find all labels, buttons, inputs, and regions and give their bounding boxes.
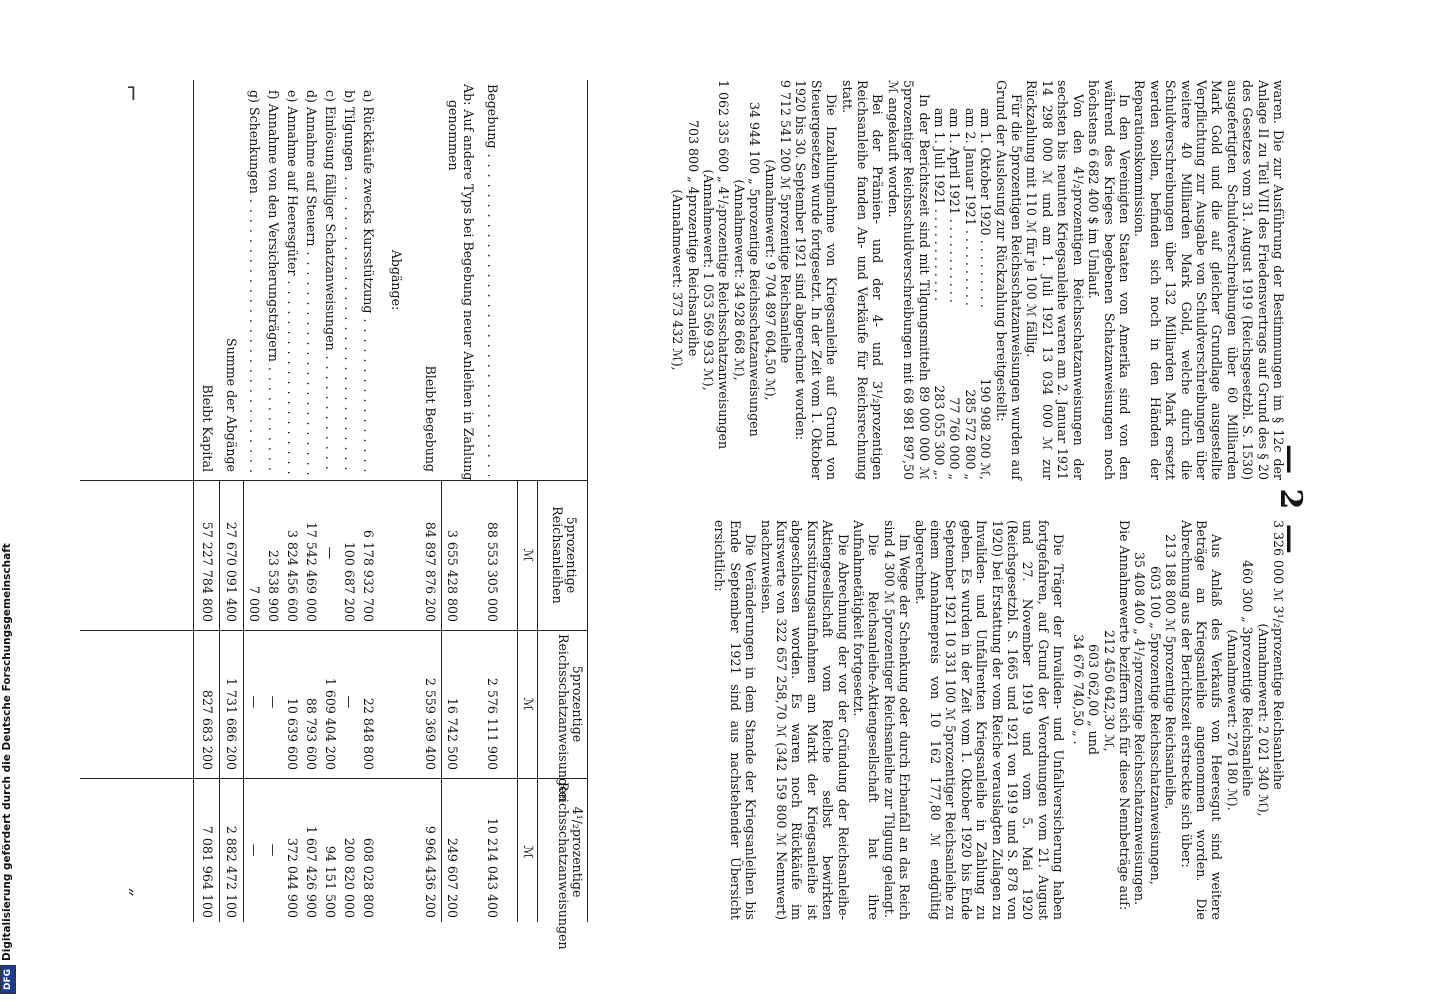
table-cell: 22 848 800 — [361, 697, 376, 770]
amount-line: 35 408 400 „ 4¹/₂prozentige Reichsschatzanweisungen. — [1132, 552, 1148, 906]
table-cell: 827 683 200 — [200, 689, 215, 770]
table-cell: — — [342, 695, 357, 709]
table-row-label: a) Rückkäufe zwecks Kursstützung . . . — [361, 90, 376, 476]
table-cell: 3 824 456 600 — [285, 529, 300, 622]
table-cell: 2 576 111 900 — [485, 677, 500, 770]
amount-note: (Annahmewert: 373 432 ℳ), — [670, 189, 686, 371]
table-row-label: Bleibt Begebung — [423, 365, 438, 472]
list-item-label: am 1. Oktober 1920 . . . . . . . . . — [978, 108, 994, 308]
table-cell: 2 559 369 400 — [423, 677, 438, 770]
list-item — [932, 108, 947, 480]
column-rule — [80, 480, 588, 481]
paragraph: Die Veränderungen in dem Stande der Kriegsanleihen bis Ende September 1921 sind aus nachstehender Übersicht ersichtlich: — [712, 520, 759, 920]
paragraph: Die Abrechnung der vor der Gründung der Reichsanleihe-Aktiengesellschaft vom Reiche selbst bewirkten Kursstützungsaufnahmen am Markt der Kriegsanleihe ist abgeschlossen worden. Es waren noch Rückkäufe im Kurswerte von 322 657 258,70 ℳ (342 159 800 ℳ Nennwert) nachzuweisen. — [758, 520, 851, 920]
table-cell: 9 964 436 200 — [423, 825, 438, 918]
left-text-column — [670, 80, 1286, 480]
table-cell: 608 028 800 — [361, 837, 376, 918]
table-cell: 10 639 600 — [285, 697, 300, 770]
table-row-label: f) Annahme von den Versicherungsträgern . . . — [266, 90, 281, 476]
paragraph: Die Träger der Invaliden- und Unfallversicherung haben fortgefahren, auf Grund der Verordnungen vom 21. August und 27. November 1919 und vom 5. Mai 1920 (Reichsgesetzbl. S. 1665 und 1921 von 1919 und S. 878 von 1920) bei Erstattung der vom Reiche verauslagten Zulagen zu Invaliden- und Unfallrenten Kriegsanleihe in Zahlung zu geben. Es wurden in der Zeit vom 1. Oktober 1920 bis Ende September 1921 10 331 100 ℳ 5prozentiger Reichsanleihe zu einem Annahmepreis von 10 162 177,80 ℳ endgültig abgerechnet. — [912, 520, 1067, 920]
paragraph: Bei der Prämien- und der 4- und 3¹/₂prozentigen Reichsanleihe fanden An- und Verkäufe für Reichsrechnung statt. — [839, 80, 886, 480]
table-cell: 6 178 932 700 — [361, 529, 376, 622]
table-row-label: Bleibt Kapital — [200, 384, 215, 472]
amount-note: (Annahmewert: 34 928 668 ℳ), — [731, 179, 747, 381]
list-item-value: 77 760 000 „ — [947, 397, 963, 480]
table-cell: 7 000 — [247, 585, 262, 622]
table-cell: 84 897 876 200 — [423, 521, 438, 622]
table-row-label: b) Tilgungen . . . — [342, 90, 357, 476]
list-item-label: am 2. Januar 1921 . . . . . . . . . . — [962, 108, 978, 306]
table-cell: 372 044 900 — [285, 837, 300, 918]
unit-label: ℳ — [521, 697, 536, 711]
table-row-label: c) Einlösung fälliger Schatzanweisungen . . . — [323, 90, 338, 476]
column-header: 5prozentige Reichsschatzanweisungen — [556, 634, 585, 802]
table-cell: 88 553 305 000 — [485, 521, 500, 622]
table-cell: 1 607 426 900 — [304, 825, 319, 918]
page-number: — 2 — — [1273, 444, 1308, 556]
paragraph: Die Reichsanleihe-Aktiengesellschaft hat ihre Aufnahmetätigkeit fortgesetzt. — [851, 520, 882, 920]
amount-line: 9 712 541 200 ℳ 5prozentige Reichsanleihe — [778, 80, 793, 364]
table-row-label: Begebung . . . — [485, 84, 500, 476]
table-cell: 23 538 900 — [266, 549, 281, 622]
amount-line: 460 300 „ 3prozentige Reichsanleihe — [1240, 560, 1256, 797]
list-item-label: am 1. April 1921 . . . . . . . . . . . — [947, 108, 963, 303]
column-rule — [80, 630, 588, 631]
header-rule — [537, 480, 538, 922]
table-row-label: d) Annahme auf Steuern . . . — [304, 90, 319, 476]
amount-line: 34 676 740,50 „ . — [1070, 634, 1086, 745]
list-item-value: 190 908 200 ℳ, — [978, 378, 994, 480]
list-item-label: am 1. Juli 1921 . . . . . . . . . . . . — [932, 108, 948, 301]
amount-line: 34 944 100 „ 5prozentige Reichsschatzanweisungen — [747, 102, 763, 437]
table-cell: — — [266, 843, 281, 857]
table-bottom-rule — [193, 80, 194, 922]
amount-note: (Annahmewert: 9 704 897 604,50 ℳ), — [762, 159, 778, 401]
list-item-value: 283 055 300 „. — [932, 385, 948, 480]
paragraph: Von den 4¹/₂prozentigen Reichsschatzanweisungen der sechsten bis neunten Kriegsanleihe waren am 2. Januar 1921 14 298 000 ℳ und am 1. Juli 1921 13 034 000 ℳ zur Rückzahlung mit 110 ℳ für je 100 ℳ fällig. — [1024, 80, 1086, 480]
list-item — [947, 108, 962, 480]
table-row-label: Ab: Auf andere Typs bei Begebung neuer Anleihen in Zahlung genommen — [445, 84, 476, 481]
scan-mark: ˝ — [109, 886, 134, 897]
paragraph: Im Wege der Schenkung oder durch Erbanfall an das Reich sind 4 300 ℳ 5prozentiger Reichsanleihe zur Tilgung gelangt. — [881, 520, 913, 920]
list-item — [978, 108, 993, 480]
table-cell: 88 793 600 — [304, 697, 319, 770]
unit-label: ℳ — [521, 845, 536, 859]
table-cell: 94 151 500 — [323, 845, 338, 918]
table-row-label: e) Annahme auf Heeresgüter . . . — [285, 90, 300, 476]
table-cell: 1 609 404 200 — [323, 677, 338, 770]
table-cell: 17 542 469 000 — [304, 521, 319, 622]
table-cell: 57 227 784 800 — [200, 521, 215, 622]
amount-note: (Annahmewert: 1 053 569 933 ℳ), — [700, 169, 716, 391]
table-top-rule — [587, 80, 588, 922]
table-cell: 7 081 964 100 — [200, 825, 215, 918]
table-cell: — — [247, 843, 262, 857]
scan-mark: ⌐ — [119, 84, 144, 103]
amount-line: 212 450 642,30 ℳ, — [1101, 630, 1117, 752]
amount-line: 703 800 „ 4prozentige Reichsanleihe — [685, 120, 701, 357]
table-cell: — — [266, 695, 281, 709]
table-cell: 16 742 500 — [445, 697, 460, 770]
paragraph: Für die 5prozentigen Reichsschatzanweisungen wurden auf Grund der Auslosung zur Rückzahlung bereitgestellt: — [993, 80, 1025, 480]
list-item — [962, 108, 977, 480]
sum-rule — [219, 480, 220, 922]
paragraph: Die Inzahlungnahme von Kriegsanleihe auf Grund von Steuergesetzen wurde fortgesetzt. In der Zeit vom 1. Oktober 1920 bis 30. September 1921 sind abgerechnet worden: — [793, 80, 840, 480]
unit-rule — [517, 480, 518, 922]
amount-line: 3 326 000 ℳ 3¹/₂prozentige Reichsanleihe — [1271, 520, 1286, 790]
table-cell: 200 820 000 — [342, 837, 357, 918]
sum-rule — [243, 480, 244, 922]
unit-label: ℳ — [521, 548, 536, 562]
table-cell: 27 670 091 400 — [224, 521, 239, 622]
digitization-credit-bar — [0, 0, 16, 1000]
digitization-credit — [0, 543, 16, 1000]
column-header: 5prozentige Reichsanleihen — [550, 506, 579, 604]
paragraph: Die Annahmewerte beziffern sich für diese Nennbeträge auf: — [1116, 520, 1132, 911]
table-cell: 2 882 472 100 — [224, 825, 239, 918]
credit-text: Digitalisierung gefördert durch die Deutsche Forschungsgemeinschaft — [1, 543, 13, 961]
amount-line: 1 062 335 600 „ 4¹/₂prozentige Reichsschatzanweisungen — [716, 80, 732, 450]
dfg-logo: DFG — [0, 965, 16, 994]
redemption-list — [932, 80, 994, 480]
amount-line: 213 188 800 ℳ 5prozentige Reichsanleihe, — [1163, 534, 1179, 810]
sum-rule — [441, 480, 442, 922]
paragraph: waren. Die zur Ausführung der Bestimmungen im § 12c der Anlage II zu Teil VIII des Friedensvertrags auf Grund des § 20 des Gesetzes vom 31. August 1919 (Reichsgesetzbl. S. 1530) ausgefertigten Schuldverschreibungen über 60 Milliarden Mark Gold und die auf gleicher Grundlage ausgestellte Verpflichtung zur Ausgabe von Schuldverschreibungen über weitere 40 Milliarden Mark Gold, welche durch die Schuldverschreibungen über 132 Milliarden Mark ersetzt werden sollen, befinden sich noch in den Händen der Reparationskommission. — [1132, 80, 1286, 480]
table-row-label: g) Schenkungen . . . — [247, 90, 262, 476]
table-cell: 3 655 428 800 — [445, 529, 460, 622]
list-item-value: 285 572 800 „ — [962, 389, 978, 480]
amount-line: 603 062,00 „ und — [1086, 644, 1102, 755]
table-row-label: Summe der Abgänge — [224, 338, 239, 472]
amount-note: (Annahmewert: 276 180 ℳ). — [1224, 629, 1240, 811]
paragraph: Aus Anlaß des Verkaufs von Heeresgut sind weitere Beträge an Kriegsanleihe angenommen worden. Die Abrechnung aus der Berichtszeit erstreckte sich über: — [1178, 520, 1225, 920]
amount-note: (Annahmewert: 2 021 340 ℳ), — [1255, 623, 1271, 817]
column-header: 4¹/₂prozentige Reichsschatzanweisungen — [556, 782, 585, 950]
section-heading: Abgänge: — [389, 249, 404, 311]
table-cell: 1 731 686 200 — [224, 677, 239, 770]
amount-line: 603 100 „ 5prozentige Reichsschatzanweisungen, — [1147, 566, 1163, 885]
paragraph: In den Vereinigten Staaten von Amerika sind von den während des Krieges begebenen Schatzanweisungen noch höchstens 6 682 400 $ im Umlauf. — [1086, 80, 1132, 480]
column-rule — [80, 778, 588, 779]
paragraph: In der Berichtszeit sind mit Tilgungsmitteln 89 000 000 ℳ 5prozentiger Reichsschuldverschreibungen mit 68 981 897,50 ℳ angekauft worden. — [885, 80, 932, 480]
right-text-column — [712, 520, 1286, 920]
table-cell: 10 214 043 400 — [485, 817, 500, 918]
table-cell: — — [323, 546, 338, 560]
table-cell: 100 687 200 — [342, 541, 357, 622]
table-cell: — — [247, 695, 262, 709]
table-cell: 249 607 200 — [445, 837, 460, 918]
